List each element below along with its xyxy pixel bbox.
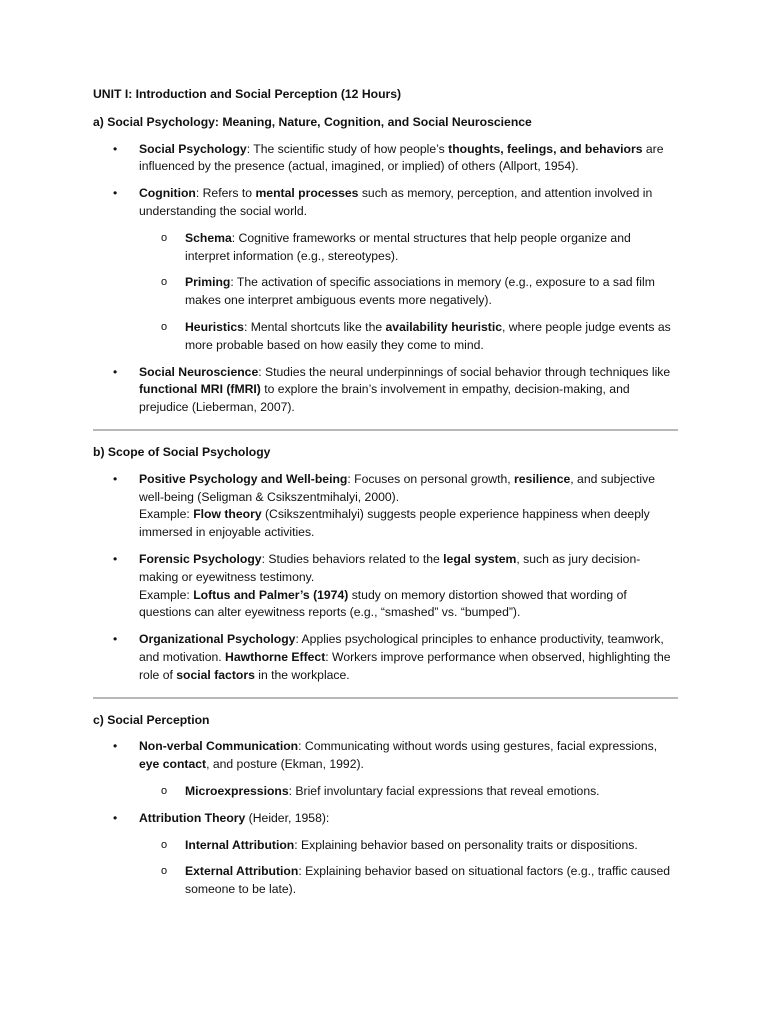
bullet-icon: • xyxy=(113,551,118,566)
bold-term: Loftus and Palmer’s (1974) xyxy=(193,587,349,602)
bold-term: eye contact xyxy=(139,757,207,772)
bullet-icon: • xyxy=(113,364,118,379)
text-run: : Explaining behavior based on situational factors (e.g., traffic caused someone to be late). xyxy=(185,864,671,897)
list-item-text xyxy=(139,551,678,622)
text-run: : Brief involuntary facial expressions that reveal emotions. xyxy=(288,783,600,798)
bold-term: mental processes xyxy=(255,186,359,201)
sub-list-item xyxy=(139,230,678,266)
text-run: (Csikszentmihalyi) suggests people experience happiness when deeply immersed in enjoyable activities. xyxy=(139,507,650,540)
bold-term: Hawthorne Effect xyxy=(225,649,326,664)
section-b-heading: b) Scope of Social Psychology xyxy=(93,444,271,459)
sub-list-item xyxy=(139,783,678,801)
bold-term: Internal Attribution xyxy=(185,837,295,852)
list-item-text xyxy=(139,141,678,177)
section-c-heading: c) Social Perception xyxy=(93,712,210,727)
text-run: in the workplace. xyxy=(254,667,350,682)
list-item xyxy=(93,141,678,177)
bold-term: legal system xyxy=(443,551,517,566)
bold-term: Heuristics xyxy=(185,319,244,334)
bullet-icon: • xyxy=(113,186,118,201)
sub-list-item-text xyxy=(185,319,678,355)
list-item xyxy=(93,185,678,354)
sub-list-item xyxy=(139,863,678,899)
list-item xyxy=(93,471,678,542)
divider xyxy=(93,697,678,699)
list-item-text xyxy=(139,364,678,417)
text-run: , and subjective well-being (Seligman & Csikszentmihalyi, 2000). xyxy=(139,471,655,504)
circle-bullet-icon: o xyxy=(161,320,168,333)
text-run: : Cognitive frameworks or mental structures that help people organize and interpret information (e.g., stereotypes). xyxy=(185,230,631,263)
bold-term: Microexpressions xyxy=(185,783,289,798)
text-run: : The scientific study of how people’s xyxy=(246,141,449,156)
text-run: , such as jury decision-making or eyewitness testimony. xyxy=(139,551,641,584)
divider xyxy=(93,429,678,431)
text-run: Example: xyxy=(139,587,194,602)
text-run: : The activation of specific associations in memory (e.g., exposure to a sad film makes one interpret ambiguous events more negatively). xyxy=(185,275,655,308)
bold-term: Priming xyxy=(185,275,231,290)
circle-bullet-icon: o xyxy=(161,865,168,878)
section-b xyxy=(93,444,678,685)
list-item-text xyxy=(139,471,678,542)
list-item xyxy=(93,364,678,417)
bold-term: Cognition xyxy=(139,186,196,201)
bold-term: External Attribution xyxy=(185,864,299,879)
list-item-text xyxy=(139,185,678,221)
sub-list-item xyxy=(139,837,678,855)
sub-list-item-text xyxy=(185,274,678,310)
bold-term: Schema xyxy=(185,230,232,245)
sub-list-item xyxy=(139,274,678,310)
bullet-icon: • xyxy=(113,632,118,647)
text-run: to explore the brain’s involvement in empathy, decision-making, and prejudice (Lieberman, 2007). xyxy=(139,382,630,415)
list-item-text xyxy=(139,631,678,684)
section-b-list xyxy=(93,471,678,685)
text-run: : Studies behaviors related to the xyxy=(261,551,444,566)
list-item xyxy=(93,631,678,684)
sub-list-item-text xyxy=(185,230,678,266)
text-run: are influenced by the presence (actual, imagined, or implied) of others (Allport, 1954). xyxy=(139,141,664,174)
unit-title: UNIT I: Introduction and Social Perception (12 Hours) xyxy=(93,87,402,101)
text-run: (Heider, 1958): xyxy=(245,810,330,825)
sub-list xyxy=(139,783,678,801)
text-run: , and posture (Ekman, 1992). xyxy=(206,757,364,772)
list-item xyxy=(93,738,678,800)
circle-bullet-icon: o xyxy=(161,784,168,797)
text-run: study on memory distortion showed that wording of questions can alter eyewitness reports (e.g., “smashed” vs. “bumped”). xyxy=(139,587,627,620)
bold-term: Non-verbal Communication xyxy=(139,739,299,754)
sub-list xyxy=(139,837,678,899)
text-run: such as memory, perception, and attention involved in understanding the social world. xyxy=(139,186,653,218)
sub-list-item-text xyxy=(185,863,678,899)
list-item xyxy=(93,810,678,899)
section-a xyxy=(93,114,678,417)
bullet-icon: • xyxy=(113,810,118,825)
text-run: : Studies the neural underpinnings of social behavior through techniques like xyxy=(258,364,671,379)
bold-term: resilience xyxy=(514,471,571,486)
section-a-heading: a) Social Psychology: Meaning, Nature, Cognition, and Social Neuroscience xyxy=(93,114,532,129)
list-item-text xyxy=(139,810,678,828)
bullet-icon: • xyxy=(113,471,118,486)
bold-term: Forensic Psychology xyxy=(139,551,262,566)
section-a-list xyxy=(93,141,678,417)
section-c xyxy=(93,712,678,899)
text-run: : Communicating without words using gestures, facial expressions, xyxy=(298,739,658,754)
bold-term: Social Neuroscience xyxy=(139,364,259,379)
bold-term: Social Psychology xyxy=(139,141,247,156)
section-c-list xyxy=(93,738,678,899)
bullet-icon: • xyxy=(113,141,118,156)
bold-term: Flow theory xyxy=(193,507,262,522)
bold-term: Positive Psychology and Well-being xyxy=(139,471,348,486)
list-item-text xyxy=(139,738,678,774)
bold-term: Organizational Psychology xyxy=(139,632,296,647)
bullet-icon: • xyxy=(113,739,118,754)
list-item xyxy=(93,551,678,622)
text-run: , where people judge events as more probable based on how easily they come to mind. xyxy=(185,319,671,352)
document-page xyxy=(93,86,678,908)
sub-list xyxy=(139,230,678,355)
sub-list-item-text xyxy=(185,783,678,801)
sub-list-item-text xyxy=(185,837,678,855)
circle-bullet-icon: o xyxy=(161,231,168,244)
sub-list-item xyxy=(139,319,678,355)
circle-bullet-icon: o xyxy=(161,838,168,851)
text-run: Example: xyxy=(139,507,194,522)
text-run: : Workers improve performance when observed, highlighting the role of xyxy=(139,649,671,682)
bold-term: social factors xyxy=(176,667,255,682)
bold-term: functional MRI (fMRI) xyxy=(139,382,261,397)
circle-bullet-icon: o xyxy=(161,276,168,289)
bold-term: Attribution Theory xyxy=(139,810,246,825)
text-run: : Explaining behavior based on personality traits or dispositions. xyxy=(294,837,638,852)
text-run: : Applies psychological principles to enhance productivity, teamwork, and motivation. xyxy=(139,632,664,664)
text-run: : Mental shortcuts like the xyxy=(243,319,386,334)
bold-term: thoughts, feelings, and behaviors xyxy=(448,141,643,156)
text-run: : Focuses on personal growth, xyxy=(347,471,515,486)
bold-term: availability heuristic xyxy=(385,319,503,334)
text-run: : Refers to xyxy=(195,186,256,201)
